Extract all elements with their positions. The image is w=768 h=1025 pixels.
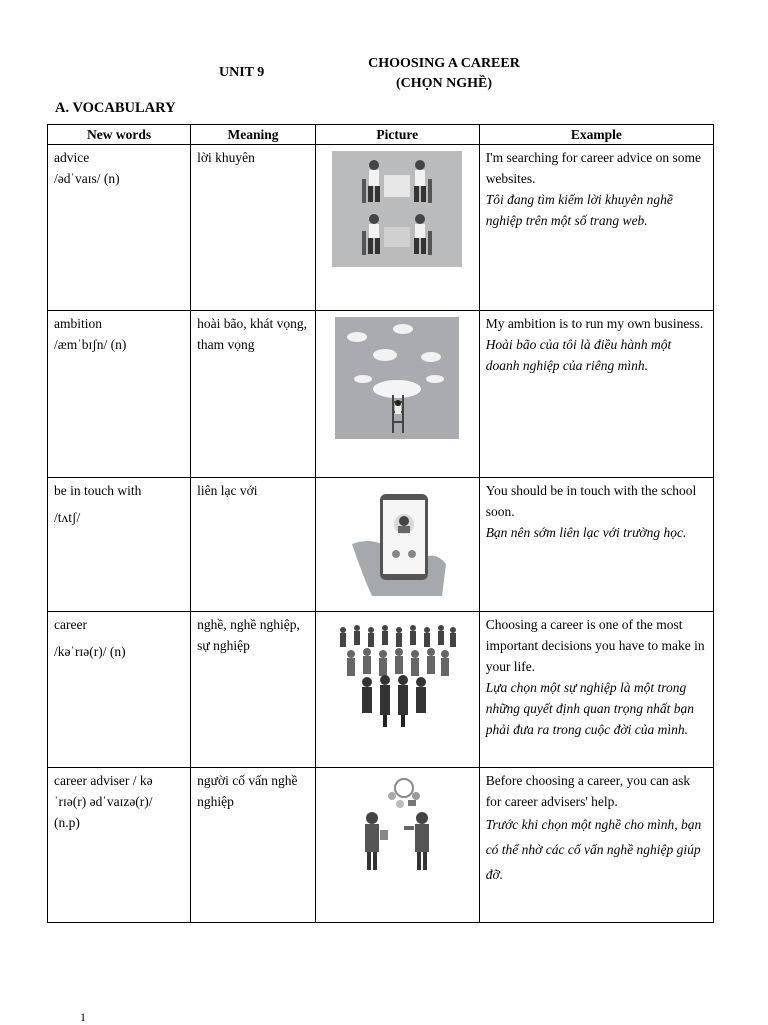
pronunciation: (n.p) — [54, 815, 80, 830]
example-vietnamese: Tôi đang tìm kiếm lời khuyên nghề nghiệp trên một số trang web. — [485, 192, 673, 228]
picture-cell — [315, 311, 479, 478]
example-vietnamese: Bạn nên sớm liên lạc với trường học. — [485, 525, 687, 540]
ladder-to-clouds-illustration — [335, 317, 459, 439]
word-cell — [48, 612, 191, 768]
page-number: 1 — [80, 1010, 86, 1024]
table-row — [48, 145, 714, 311]
header-new-words: New words — [48, 125, 191, 145]
word: ambition — [54, 316, 102, 331]
table-row — [48, 612, 714, 768]
title-line-2: (CHỌN NGHỀ) — [395, 76, 493, 91]
example-vietnamese: Lựa chọn một sự nghiệp là một trong những quyết định quan trọng nhất bạn phải đưa ra trong cuộc đời của mình. — [485, 680, 695, 737]
header-meaning: Meaning — [191, 125, 316, 145]
header-picture: Picture — [315, 125, 479, 145]
table-header-row — [48, 125, 714, 145]
example-cell — [479, 478, 713, 612]
picture-cell — [315, 612, 479, 768]
hand-holding-phone-call-illustration — [342, 484, 452, 596]
example-cell — [479, 768, 713, 923]
unit-label: UNIT 9 — [219, 65, 265, 80]
career-advice-meeting-illustration — [332, 151, 462, 267]
table-row — [48, 311, 714, 478]
table-row — [48, 768, 714, 923]
pronunciation: /tʌtʃ/ — [54, 510, 81, 525]
example-vietnamese: Hoài bão của tôi là điều hành một doanh nghiệp của riêng mình. — [485, 337, 672, 373]
picture-cell — [315, 145, 479, 311]
two-advisers-talking-illustration — [342, 774, 452, 874]
example-cell — [479, 311, 713, 478]
meaning-cell: hoài bão, khát vọng, tham vọng — [191, 311, 316, 478]
page-title — [344, 54, 544, 94]
example-cell — [479, 145, 713, 311]
title-line-1: CHOOSING A CAREER — [368, 56, 520, 71]
example-english: You should be in touch with the school soon. — [485, 483, 697, 519]
pronunciation: /kəˈrɪə(r)/ (n) — [54, 644, 126, 659]
meaning-cell: liên lạc với — [191, 478, 316, 612]
word-cell — [48, 478, 191, 612]
example-cell — [479, 612, 713, 768]
word: be in touch with — [54, 483, 142, 498]
vocabulary-table — [47, 124, 714, 923]
word: career adviser / kə ˈrɪə(r) ədˈvaɪzə(r)/ — [54, 773, 153, 809]
example-vietnamese: Trước khi chọn một nghề cho mình, bạn có thể nhờ các cố vấn nghề nghiệp giúp đỡ. — [485, 817, 702, 882]
table-row — [48, 478, 714, 612]
header-example: Example — [479, 125, 713, 145]
word-cell — [48, 311, 191, 478]
crowd-of-professions-illustration — [333, 618, 461, 730]
example-english: Before choosing a career, you can ask for career advisers' help. — [485, 773, 691, 809]
example-english: Choosing a career is one of the most important decisions you have to make in your life. — [485, 617, 705, 674]
word-cell — [48, 145, 191, 311]
pronunciation: /ədˈvaɪs/ (n) — [54, 171, 120, 186]
word: career — [54, 617, 87, 632]
example-english: My ambition is to run my own business. — [485, 316, 704, 331]
meaning-cell: lời khuyên — [191, 145, 316, 311]
picture-cell — [315, 478, 479, 612]
section-heading: A. VOCABULARY — [55, 100, 176, 116]
meaning-cell: nghề, nghề nghiệp, sự nghiệp — [191, 612, 316, 768]
word: advice — [54, 150, 90, 165]
picture-cell — [315, 768, 479, 923]
meaning-cell: người cố vấn nghề nghiệp — [191, 768, 316, 923]
word-cell — [48, 768, 191, 923]
pronunciation: /æmˈbɪʃn/ (n) — [54, 337, 127, 352]
example-english: I'm searching for career advice on some websites. — [485, 150, 702, 186]
